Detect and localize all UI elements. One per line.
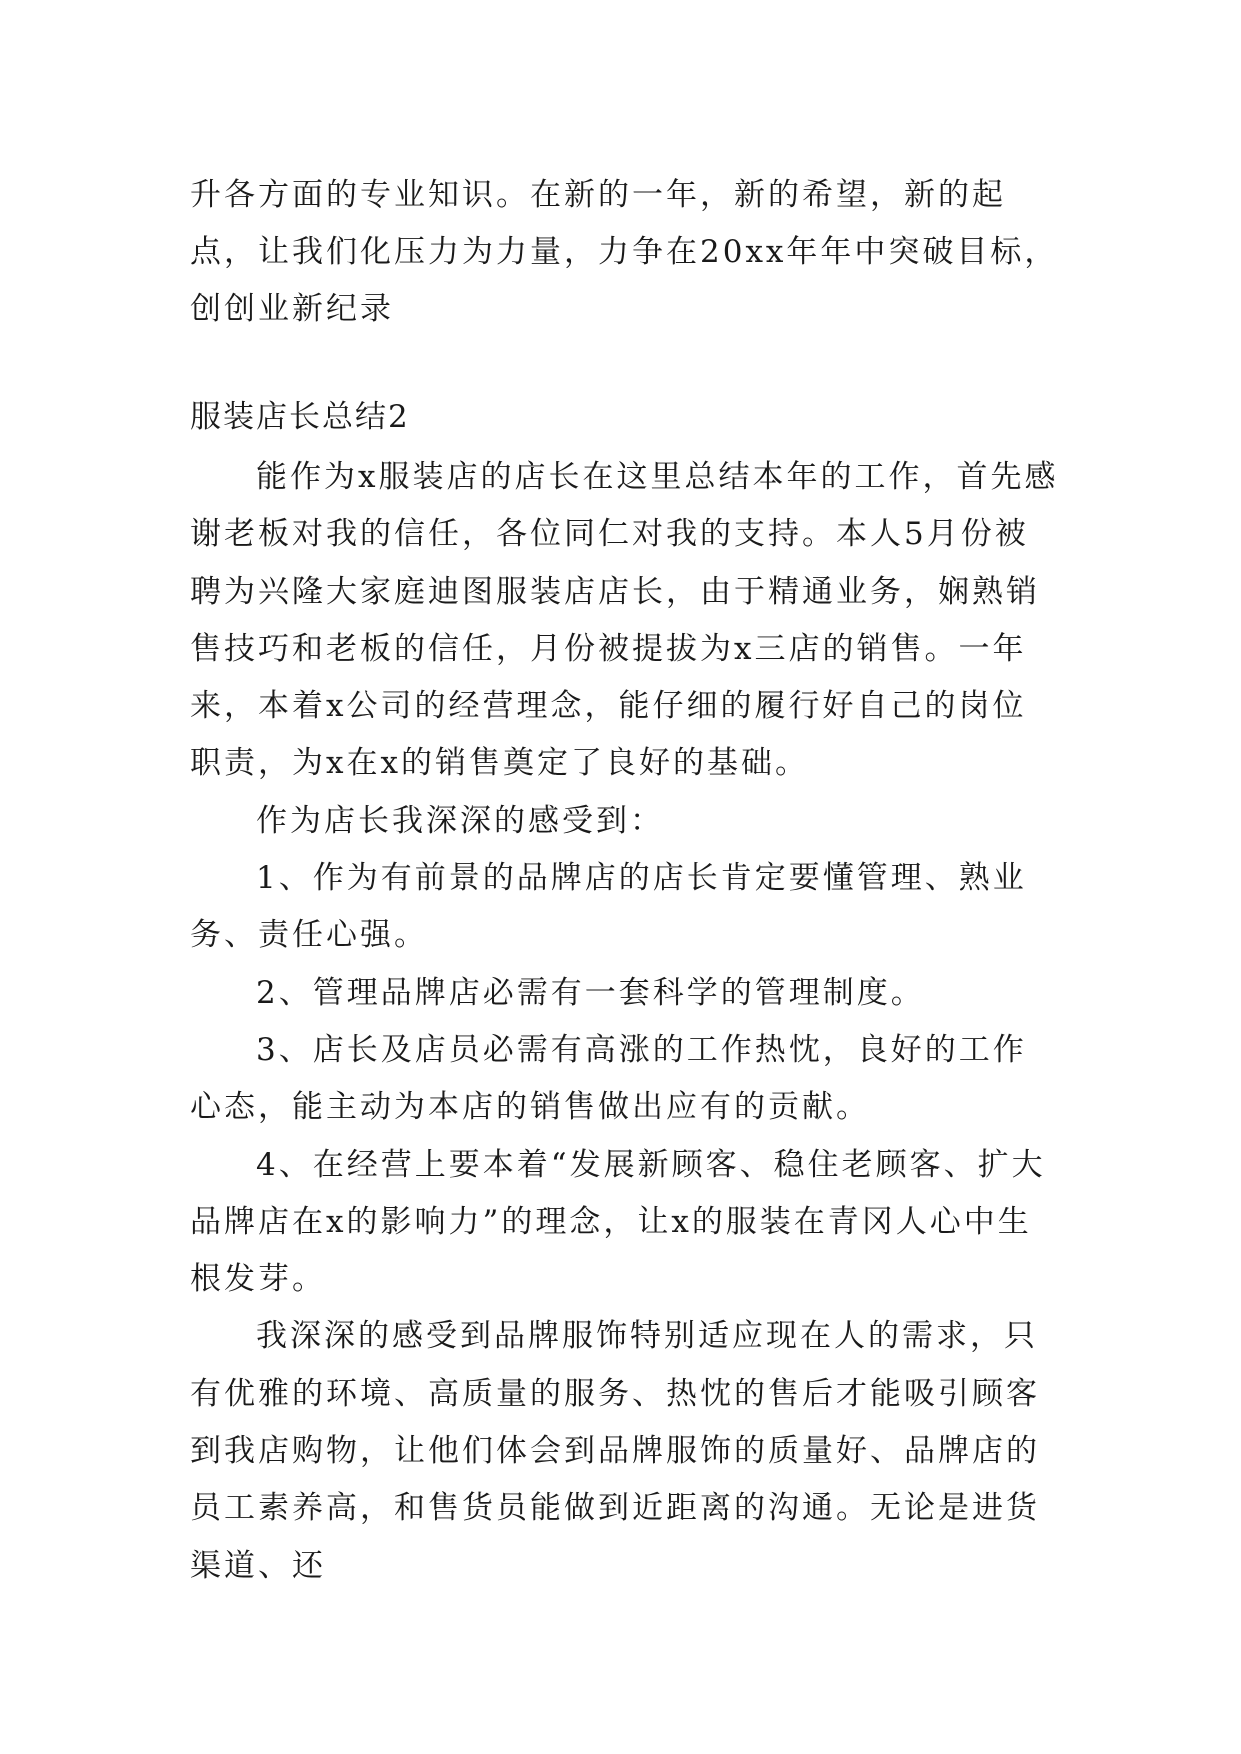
- paragraph-brand: 我深深的感受到品牌服饰特别适应现在人的需求，只有优雅的环境、高质量的服务、热忱的售后才能吸引顾客到我店购物，让他们体会到品牌服饰的质量好、品牌店的员工素养高，和售货员能做到近距离的沟通。无论是进货渠道、还: [190, 1318, 1040, 1584]
- list-item-3: 3、店长及店员必需有高涨的工作热忱，良好的工作心态，能主动为本店的销售做出应有的贡献。: [190, 1031, 1027, 1126]
- continuation-text: 升各方面的专业知识。在新的一年，新的希望，新的起点，让我们化压力为力量，力争在20xx年年中突破目标，创创业新纪录: [190, 177, 1059, 327]
- continuation-paragraph: [190, 167, 1060, 338]
- section-title: 服装店长总结2: [190, 399, 410, 435]
- list-item-4: 4、在经营上要本着“发展新顾客、稳住老顾客、扩大品牌店在x的影响力”的理念，让x的服装在青冈人心中生根发芽。: [190, 1146, 1046, 1298]
- paragraph-intro: 能作为x服装店的店长在这里总结本年的工作，首先感谢老板对我的信任，各位同仁对我的支持。本人5月份被聘为兴隆大家庭迪图服装店店长，由于精通业务，娴熟销售技巧和老板的信任，月份被提拔为x三店的销售。一年来，本着x公司的经营理念，能仔细的履行好自己的岗位职责，为x在x的销售奠定了良好的基础。: [190, 459, 1059, 782]
- paragraph-feelings-lead: 作为店长我深深的感受到：: [256, 802, 664, 839]
- body-text: [190, 449, 1060, 1595]
- list-item-2: 2、管理品牌店必需有一套科学的管理制度。: [256, 974, 925, 1011]
- list-item-1: 1、作为有前景的品牌店的店长肯定要懂管理、熟业务、责任心强。: [190, 860, 1027, 954]
